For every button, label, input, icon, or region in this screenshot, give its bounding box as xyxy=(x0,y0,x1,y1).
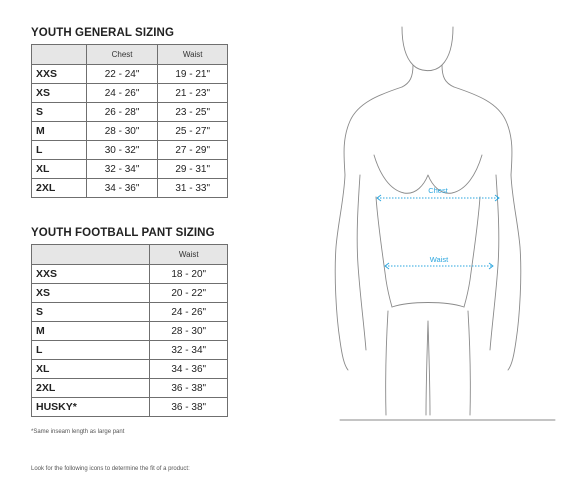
waist-cell: 27 - 29" xyxy=(158,141,228,160)
chest-cell: 26 - 28" xyxy=(86,103,158,122)
header-cell-size xyxy=(32,245,150,265)
pant-sizing-table xyxy=(31,244,228,417)
size-cell: L xyxy=(32,141,87,160)
table-row xyxy=(32,322,228,341)
size-cell: L xyxy=(32,341,150,360)
general-sizing-table xyxy=(31,44,228,198)
waist-label: Waist xyxy=(429,255,449,264)
waist-cell: 20 - 22" xyxy=(150,284,228,303)
icons-note: Look for the following icons to determine the fit of a product: xyxy=(31,466,190,472)
waist-cell: 31 - 33" xyxy=(158,179,228,198)
table-row xyxy=(32,303,228,322)
abdomen-outline xyxy=(376,197,480,307)
pant-sizing-title: YOUTH FOOTBALL PANT SIZING xyxy=(31,227,215,239)
size-cell: XS xyxy=(32,84,87,103)
table-row xyxy=(32,265,228,284)
hip-outline xyxy=(392,303,464,308)
chest-cell: 28 - 30" xyxy=(86,122,158,141)
size-cell: M xyxy=(32,322,150,341)
size-cell: 2XL xyxy=(32,379,150,398)
left-arm-inner xyxy=(357,175,366,350)
chest-cell: 34 - 36" xyxy=(86,179,158,198)
size-cell: XL xyxy=(32,360,150,379)
size-cell: HUSKY* xyxy=(32,398,150,417)
table-row xyxy=(32,398,228,417)
waist-cell: 28 - 30" xyxy=(150,322,228,341)
table-row xyxy=(32,103,228,122)
size-cell: XXS xyxy=(32,65,87,84)
waist-cell: 36 - 38" xyxy=(150,379,228,398)
chest-cell: 30 - 32" xyxy=(86,141,158,160)
general-sizing-title: YOUTH GENERAL SIZING xyxy=(31,27,174,39)
table-row xyxy=(32,360,228,379)
waist-cell: 32 - 34" xyxy=(150,341,228,360)
chest-label: Chest xyxy=(428,186,448,195)
size-cell: XS xyxy=(32,284,150,303)
waist-cell: 36 - 38" xyxy=(150,398,228,417)
table-row xyxy=(32,84,228,103)
torso-right-outline xyxy=(454,87,521,370)
table-header-row xyxy=(32,45,228,65)
table-row xyxy=(32,122,228,141)
waist-cell: 21 - 23" xyxy=(158,84,228,103)
header-cell-chest: Chest xyxy=(86,45,158,65)
size-cell: M xyxy=(32,122,87,141)
table-row xyxy=(32,65,228,84)
waist-cell: 25 - 27" xyxy=(158,122,228,141)
torso-left-outline xyxy=(335,87,402,370)
waist-cell: 24 - 26" xyxy=(150,303,228,322)
size-cell: 2XL xyxy=(32,179,87,198)
table-row xyxy=(32,179,228,198)
waist-cell: 34 - 36" xyxy=(150,360,228,379)
chest-cell: 24 - 26" xyxy=(86,84,158,103)
waist-cell: 19 - 21" xyxy=(158,65,228,84)
chest-measure xyxy=(377,186,499,201)
waist-cell: 23 - 25" xyxy=(158,103,228,122)
size-cell: S xyxy=(32,103,87,122)
pant-footnote: *Same inseam length as large pant xyxy=(31,429,125,435)
table-row xyxy=(32,379,228,398)
right-arm-inner xyxy=(490,175,499,350)
size-cell: S xyxy=(32,303,150,322)
header-cell-waist: Waist xyxy=(158,45,228,65)
chest-cell: 22 - 24" xyxy=(86,65,158,84)
table-row xyxy=(32,284,228,303)
size-cell: XXS xyxy=(32,265,150,284)
table-header-row xyxy=(32,245,228,265)
chest-cell: 32 - 34" xyxy=(86,160,158,179)
waist-measure xyxy=(385,255,493,269)
body-outline xyxy=(335,27,555,420)
waist-cell: 18 - 20" xyxy=(150,265,228,284)
head-outline xyxy=(402,27,453,71)
header-cell-waist: Waist xyxy=(150,245,228,265)
body-figure xyxy=(330,25,560,425)
header-cell-size xyxy=(32,45,87,65)
table-row xyxy=(32,160,228,179)
table-row xyxy=(32,141,228,160)
table-row xyxy=(32,341,228,360)
waist-cell: 29 - 31" xyxy=(158,160,228,179)
size-cell: XL xyxy=(32,160,87,179)
neck-outline xyxy=(402,65,454,87)
legs-outline xyxy=(386,311,471,415)
